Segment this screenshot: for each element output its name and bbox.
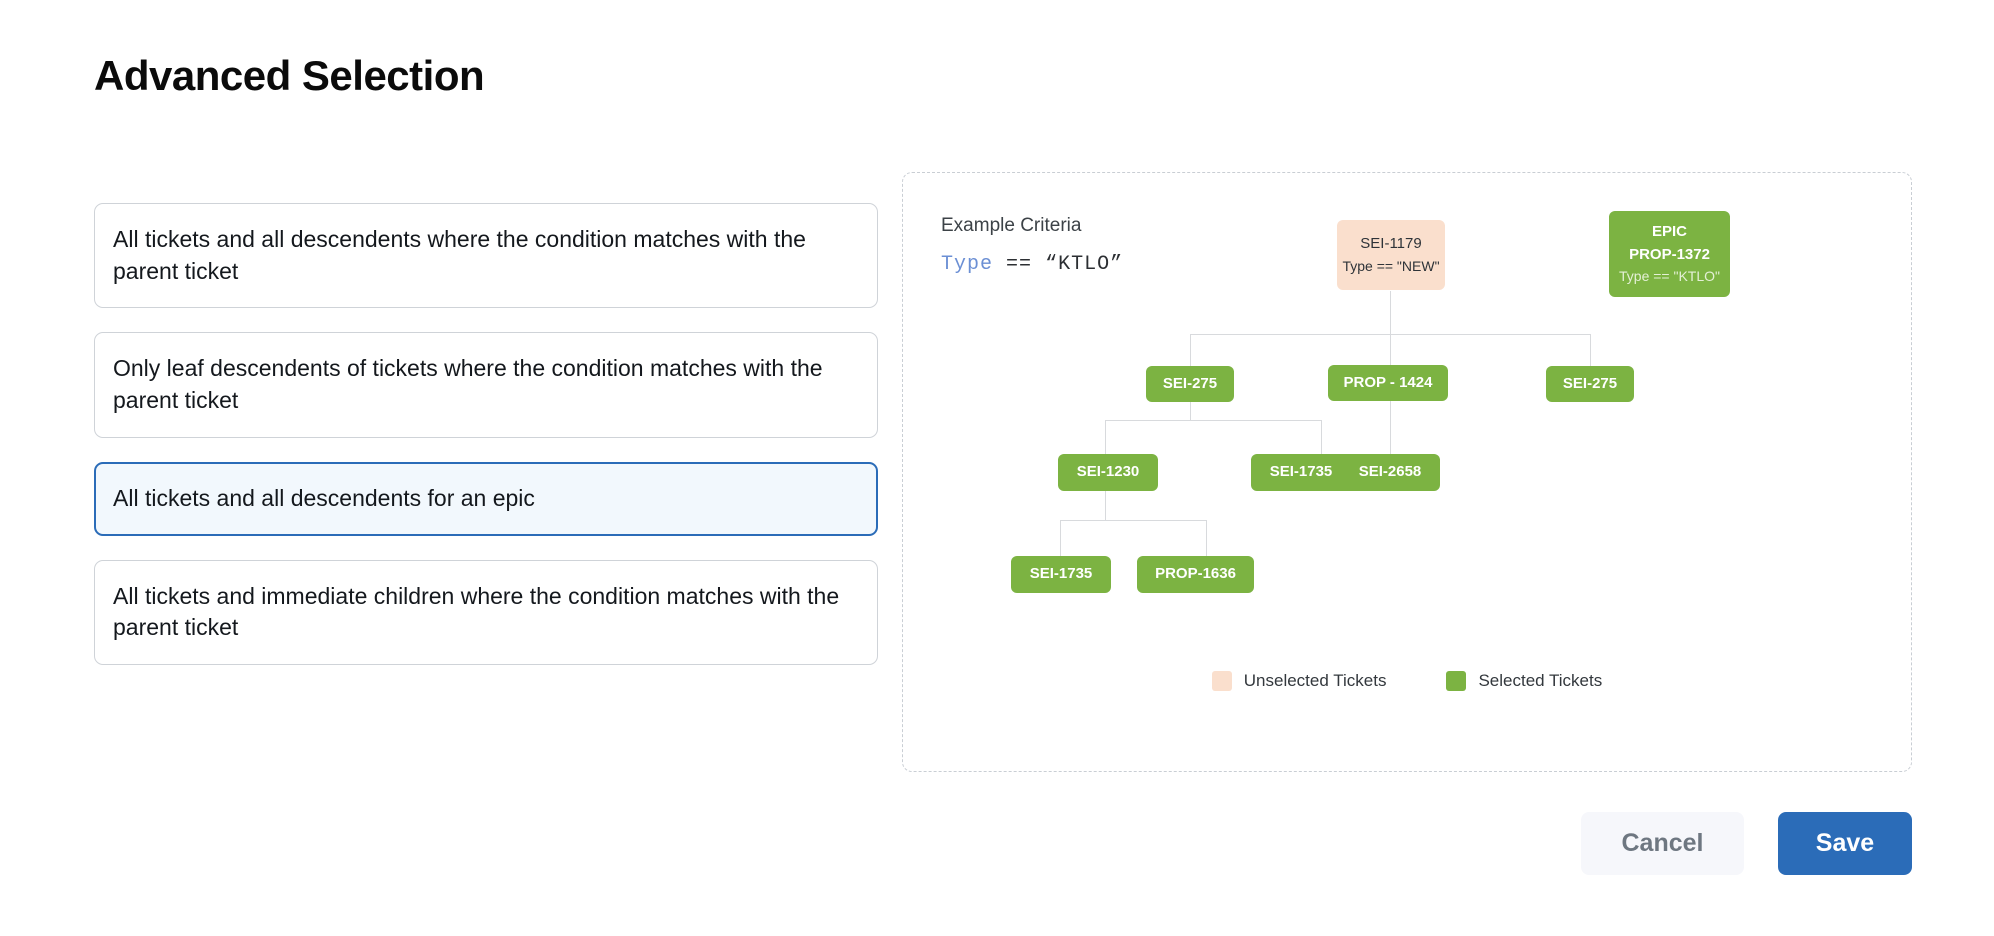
node-sei-1179[interactable] (1337, 220, 1445, 290)
node-sei-2658[interactable] (1340, 454, 1440, 491)
tree-connector (1390, 291, 1391, 335)
legend-swatch-icon (1446, 671, 1466, 691)
tree-connector (1390, 334, 1391, 367)
selection-options-list (94, 203, 878, 689)
legend-label: Unselected Tickets (1243, 671, 1387, 690)
legend-item-selected (1446, 671, 1602, 691)
option-all-descendents-epic[interactable] (94, 462, 878, 536)
node-sei-1735-a[interactable] (1251, 454, 1351, 491)
node-title: PROP - 1424 (1343, 373, 1433, 391)
node-title: SEI-275 (1562, 374, 1618, 392)
option-all-descendents-condition[interactable] (94, 203, 878, 308)
node-sei-275-a[interactable] (1146, 366, 1234, 402)
cancel-button[interactable]: Cancel (1581, 812, 1744, 875)
page-title: Advanced Selection (94, 52, 485, 99)
node-title: SEI-1735 (1269, 463, 1333, 481)
tree-connector (1105, 420, 1106, 454)
tree-connector (1060, 520, 1206, 521)
criteria-label: Example Criteria (941, 215, 1082, 236)
dialog-footer (1581, 812, 1912, 875)
tree-connector (1590, 334, 1591, 367)
node-title: SEI-275 (1162, 374, 1218, 392)
save-button[interactable]: Save (1778, 812, 1912, 875)
criteria-expression (941, 253, 1123, 276)
node-epic-prop-1372[interactable] (1609, 211, 1730, 297)
node-title: EPIC (1651, 223, 1687, 240)
option-label: All tickets and all descendents for an epic (113, 484, 535, 511)
legend-label: Selected Tickets (1478, 671, 1603, 690)
node-title: SEI-1230 (1076, 463, 1140, 481)
option-label: Only leaf descendents of tickets where the condition matches with the parent ticket (113, 355, 823, 414)
node-subtitle: Type == "KTLO" (1619, 268, 1720, 284)
node-sei-1735-b[interactable] (1011, 556, 1111, 593)
node-title: SEI-1735 (1029, 565, 1093, 583)
legend-item-unselected (1212, 671, 1387, 691)
node-prop-1424[interactable] (1328, 365, 1448, 401)
option-label: All tickets and all descendents where the condition matches with the parent ticket (113, 226, 806, 284)
example-preview-panel (902, 172, 1912, 772)
node-sei-275-b[interactable] (1546, 366, 1634, 402)
option-leaf-descendents-condition[interactable] (94, 332, 878, 437)
node-key: PROP-1372 (1629, 245, 1710, 263)
criteria-operator: == (1006, 253, 1033, 276)
criteria-key: Type (941, 253, 994, 276)
option-label: All tickets and immediate children where the condition matches with the parent ticket (113, 582, 840, 641)
option-immediate-children-condition[interactable] (94, 560, 878, 665)
tree-connector (1060, 520, 1061, 556)
node-title: SEI-2658 (1358, 463, 1422, 481)
node-prop-1636[interactable] (1137, 556, 1254, 593)
node-title: SEI-1179 (1360, 235, 1422, 253)
tree-connector (1190, 334, 1191, 367)
node-subtitle: Type == "NEW" (1342, 257, 1440, 274)
legend (903, 671, 1911, 691)
criteria-value: “KTLO” (1045, 253, 1124, 276)
node-sei-1230[interactable] (1058, 454, 1158, 491)
legend-swatch-icon (1212, 671, 1232, 691)
tree-connector (1321, 420, 1322, 454)
node-title: PROP-1636 (1155, 565, 1236, 583)
tree-connector (1206, 520, 1207, 556)
tree-connector (1105, 420, 1321, 421)
